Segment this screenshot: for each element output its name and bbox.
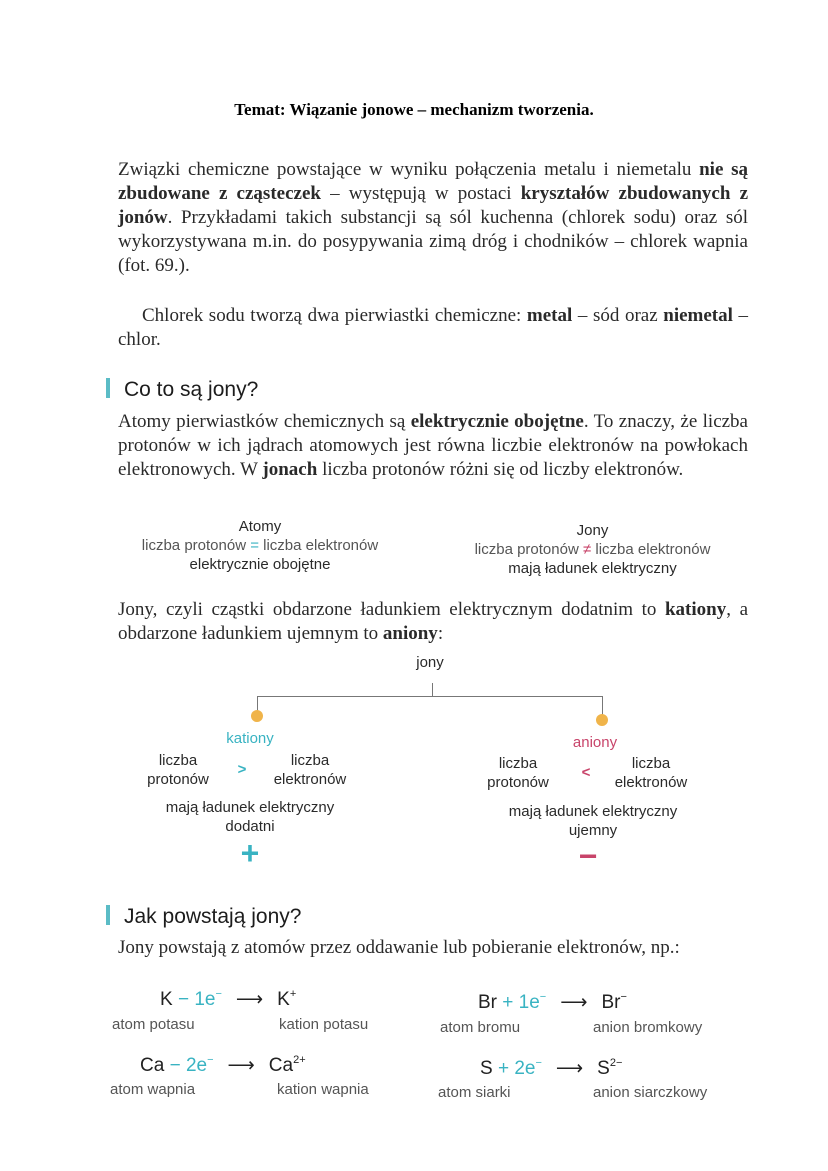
- ions-box: [440, 521, 745, 578]
- cations-left: liczba protonów: [147, 752, 209, 788]
- section-heading-how-ions-form: [106, 905, 301, 929]
- equation-potassium: [160, 988, 296, 1011]
- atom-name-caption: atom siarki: [438, 1084, 511, 1101]
- ion-formation-paragraph: Jony powstają z atomów przez oddawanie lub pobieranie elektronów, np.:: [118, 937, 680, 958]
- equation-sulfur: [480, 1057, 622, 1080]
- cations-node-dot: [251, 710, 263, 722]
- equation-calcium: [140, 1054, 306, 1077]
- anions-left: liczba protonów: [487, 755, 549, 791]
- anions-right: liczba elektronów: [614, 755, 688, 791]
- cations-right: liczba elektronów: [273, 752, 347, 788]
- atom-symbol: S: [480, 1058, 493, 1079]
- ion-name-caption: anion bromkowy: [593, 1019, 703, 1036]
- anions-desc: mają ładunek elektryczny ujemny: [508, 803, 678, 839]
- minus-sign-icon: −: [578, 838, 598, 874]
- atoms-label: Atomy: [238, 518, 282, 535]
- atom-symbol: Br: [478, 992, 497, 1013]
- anions-op: <: [581, 764, 591, 781]
- electron-term: − 2e−: [169, 1054, 214, 1076]
- atom-name-caption: atom bromu: [440, 1019, 521, 1036]
- intro-paragraph-2: Chlorek sodu tworzą dwa pierwiastki chemiczne: metal – sód oraz niemetal – chlor.: [118, 305, 748, 350]
- section-heading-what-are-ions: [106, 378, 258, 402]
- anions-label: aniony: [572, 734, 618, 751]
- tree-root-label: jony: [416, 654, 444, 671]
- ion-symbol: K+: [277, 988, 297, 1010]
- ions-definition-paragraph: Atomy pierwiastków chemicznych są elektrycznie obojętne. To znaczy, że liczba protonów w ich jądrach atomowych jest równa liczbie elektronów na powłokach elektronowych. W jonach liczba protonów różni się od liczby elektronów.: [118, 411, 748, 480]
- ion-symbol: $S^{2-}$: [597, 1057, 623, 1079]
- electron-term: − 1e−: [177, 988, 222, 1010]
- cations-op: >: [237, 761, 247, 778]
- arrow-icon: ⟶: [227, 1055, 255, 1076]
- plus-sign-icon: +: [240, 835, 260, 871]
- arrow-icon: ⟶: [560, 992, 588, 1013]
- tree-right-stem: [602, 696, 603, 716]
- atoms-desc: elektrycznie obojętne: [189, 556, 331, 573]
- atom-symbol: Ca: [140, 1055, 165, 1076]
- atoms-box: [110, 517, 410, 574]
- ion-symbol: $Ca^{2+}$: [268, 1054, 306, 1076]
- ion-name-caption: kation potasu: [279, 1016, 369, 1033]
- electron-term: + 2e−: [497, 1057, 542, 1079]
- tree-horizontal-line: [257, 696, 603, 697]
- ions-desc: mają ładunek elektryczny: [508, 560, 677, 577]
- ion-name-caption: anion siarczkowy: [593, 1084, 708, 1101]
- cations-desc: mają ładunek elektryczny dodatni: [165, 799, 335, 835]
- heading-text: Jak powstają jony?: [124, 905, 302, 928]
- atom-symbol: K: [160, 989, 173, 1010]
- cations-anions-paragraph: Jony, czyli cząstki obdarzone ładunkiem elektrycznym dodatnim to kationy, a obdarzone ładunkiem ujemnym to aniony:: [118, 599, 748, 644]
- atom-name-caption: atom potasu: [112, 1016, 195, 1033]
- electron-term: + 1e−: [502, 991, 547, 1013]
- page-title: Temat: Wiązanie jonowe – mechanizm tworzenia.: [234, 100, 594, 119]
- arrow-icon: ⟶: [555, 1058, 584, 1079]
- atom-name-caption: atom wapnia: [110, 1081, 196, 1098]
- heading-accent-bar: [106, 905, 110, 925]
- heading-accent-bar: [106, 378, 110, 398]
- atoms-rule: liczba protonów = liczba elektronów: [141, 537, 379, 554]
- intro-paragraph: Związki chemiczne powstające w wyniku połączenia metalu i niemetalu nie są zbudowane z cząsteczek – występują w postaci kryształów zbudowanych z jonów. Przykładami takich substancji są sól kuchenna (chlorek sodu) oraz sól wykorzystywana m.in. do posypywania zimą dróg i chodników – chlorek wapnia (fot. 69.).: [118, 159, 748, 276]
- anions-node-dot: [596, 714, 608, 726]
- equation-bromine: [478, 991, 627, 1014]
- arrow-icon: ⟶: [235, 989, 264, 1010]
- heading-text: Co to są jony?: [124, 378, 259, 401]
- tree-root-stem: [432, 683, 433, 697]
- ions-label: Jony: [576, 522, 609, 539]
- cations-label: kationy: [226, 730, 274, 747]
- ions-rule: liczba protonów ≠ liczba elektronów: [474, 541, 711, 558]
- ion-name-caption: kation wapnia: [277, 1081, 369, 1098]
- ion-symbol: Br−: [601, 991, 627, 1013]
